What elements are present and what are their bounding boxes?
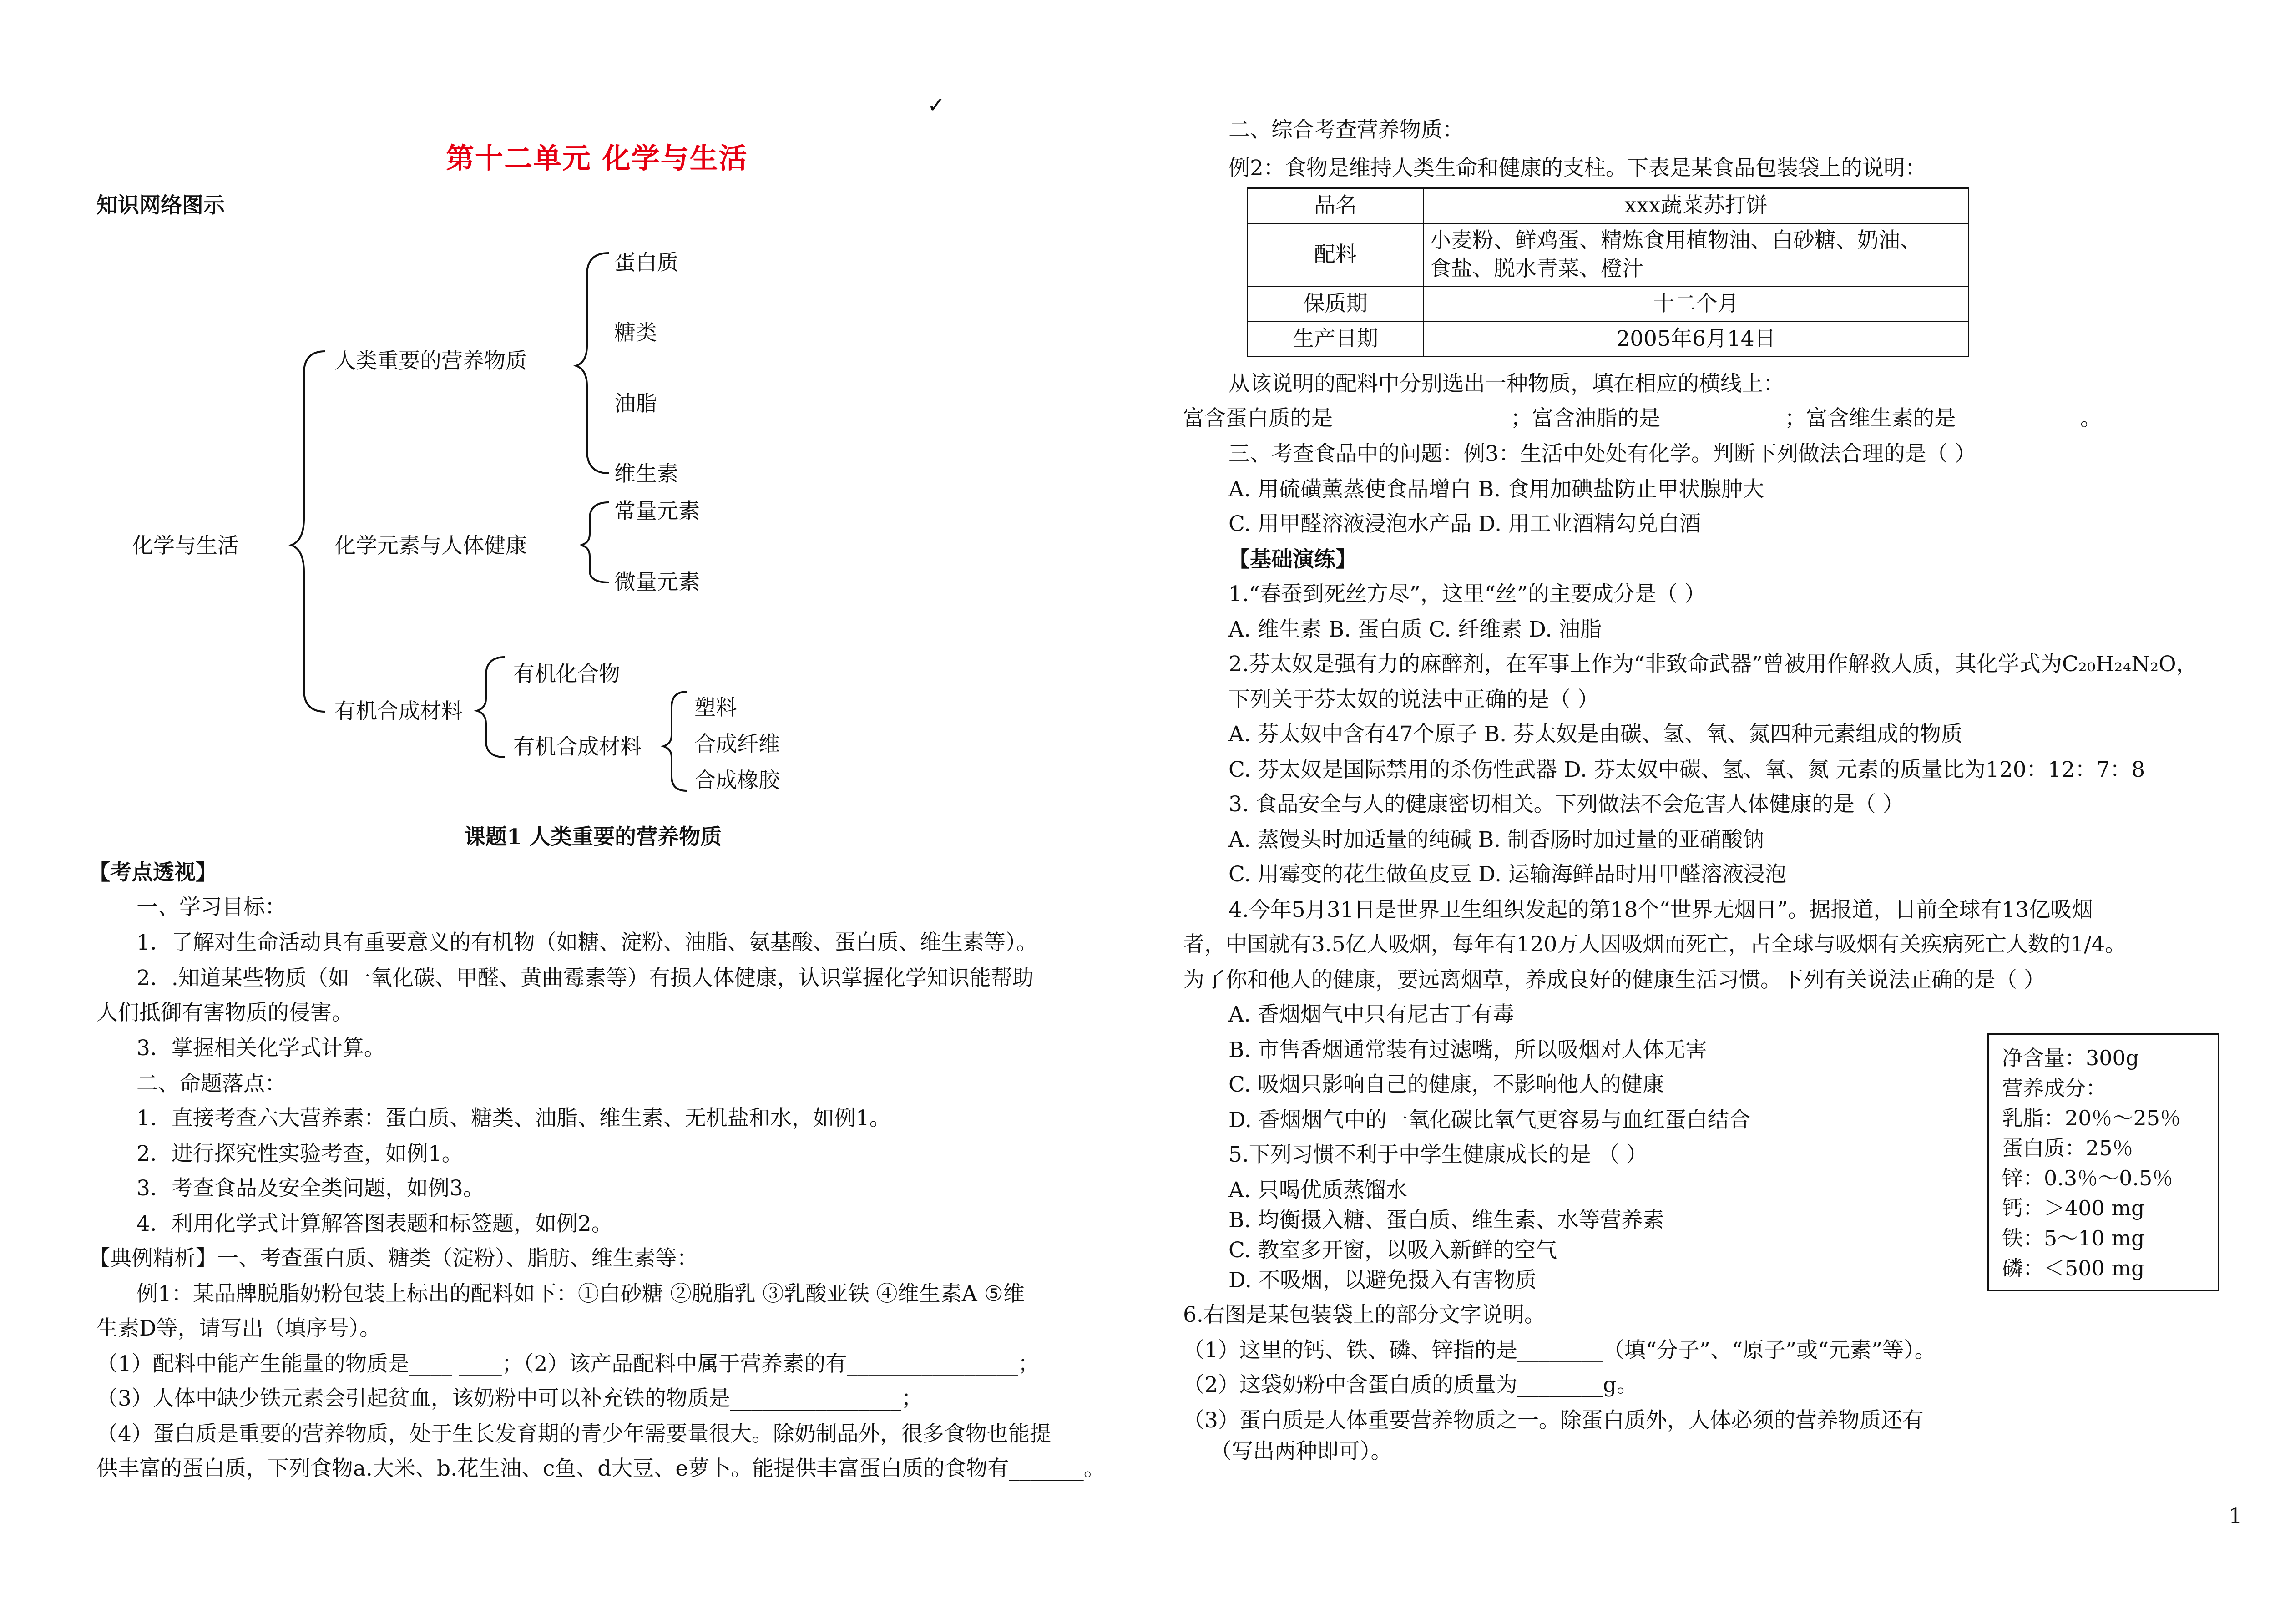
text-line: （4）蛋白质是重要的营养物质，处于生长发育期的青少年需要量很大。除奶制品外，很多食物也能提 bbox=[96, 1422, 1051, 1447]
text-line: 三、考查食品中的问题：例3：生活中处处有化学。判断下列做法合理的是（ ） bbox=[1228, 441, 1976, 466]
network-item-protein: 蛋白质 bbox=[614, 250, 678, 275]
text-line: 下列关于芬太奴的说法中正确的是（ ） bbox=[1228, 687, 1599, 712]
network-item-synthetic: 有机合成材料 bbox=[513, 734, 642, 759]
text-line: 1．直接考查六大营养素：蛋白质、糖类、油脂、维生素、无机盐和水，如例1。 bbox=[136, 1106, 891, 1131]
checkmark: ✓ bbox=[927, 93, 945, 118]
nutrition-line: 净含量：300g bbox=[2002, 1046, 2139, 1070]
nutrition-line: 乳脂：20％～25％ bbox=[2002, 1106, 2181, 1130]
text-line: 1．了解对生命活动具有重要意义的有机物（如糖、淀粉、油脂、氨基酸、蛋白质、维生素等）。 bbox=[136, 930, 1038, 955]
network-item-organic: 有机化合物 bbox=[513, 662, 620, 687]
nutrition-line: 磷：＜500 mg bbox=[2002, 1256, 2145, 1280]
nutrition-line: 锌：0.3％～0.5％ bbox=[2002, 1166, 2174, 1190]
text-line: 二、命题落点： bbox=[136, 1071, 286, 1096]
table-row bbox=[1248, 188, 1969, 223]
text-line: 3．考查食品及安全类问题，如例3。 bbox=[136, 1176, 485, 1201]
nutrition-line: 蛋白质：25％ bbox=[2002, 1136, 2133, 1160]
table-cell-key: 保质期 bbox=[1248, 287, 1424, 322]
text-line: 3．掌握相关化学式计算。 bbox=[136, 1036, 385, 1061]
text-line: 为了你和他人的健康，要远离烟草，养成良好的健康生活习惯。下列有关说法正确的是（ ） bbox=[1183, 967, 2045, 992]
page-number: 1 bbox=[2229, 1503, 2242, 1528]
text-line: 4．利用化学式计算解答图表题和标签题，如例2。 bbox=[136, 1211, 613, 1236]
network-item-vitamin: 维生素 bbox=[614, 461, 678, 486]
text-line: A. 芬太奴中含有47个原子 B. 芬太奴是由碳、氢、氧、氮四种元素组成的物质 bbox=[1228, 722, 1962, 747]
text-line: 2.芬太奴是强有力的麻醉剂，在军事上作为“非致命武器”曾被用作解救人质，其化学式为C₂₀H₂₄N₂O， bbox=[1228, 652, 2198, 677]
text-line: （写出两种即可）。 bbox=[1210, 1439, 1392, 1464]
text-line: A. 用硫磺薰蒸使食品增白 B. 食用加碘盐防止甲状腺肿大 bbox=[1228, 477, 1764, 502]
table-cell-value bbox=[1424, 223, 1969, 287]
text-line: A. 只喝优质蒸馏水 bbox=[1228, 1178, 1407, 1203]
network-item-sugar: 糖类 bbox=[614, 320, 657, 345]
text-line: C. 吸烟只影响自己的健康，不影响他人的健康 bbox=[1228, 1072, 1664, 1097]
text-line: C. 教室多开窗，以吸入新鲜的空气 bbox=[1228, 1238, 1557, 1263]
text-line: 【基础演练】 bbox=[1228, 547, 1357, 572]
text-line: 5.下列习惯不利于中学生健康成长的是 （ ） bbox=[1228, 1142, 1648, 1167]
text-line: 一、学习目标： bbox=[136, 895, 286, 920]
nutrition-line: 钙：＞400 mg bbox=[2002, 1196, 2145, 1220]
text-line: 二、综合考查营养物质： bbox=[1228, 117, 1464, 142]
network-branch-materials: 有机合成材料 bbox=[334, 699, 463, 724]
text-line: B. 均衡摄入糖、蛋白质、维生素、水等营养素 bbox=[1228, 1208, 1664, 1233]
text-line: 生素D等，请写出（填序号）。 bbox=[96, 1316, 381, 1341]
text-line: C. 芬太奴是国际禁用的杀伤性武器 D. 芬太奴中碳、氢、氧、氮 元素的质量比为120：12：7：8 bbox=[1228, 757, 2145, 782]
text-line: A. 香烟烟气中只有尼古丁有毒 bbox=[1228, 1002, 1514, 1027]
text-line: D. 香烟烟气中的一氧化碳比氧气更容易与血红蛋白结合 bbox=[1228, 1108, 1750, 1133]
text-line: 2．.知道某些物质（如一氧化碳、甲醛、黄曲霉素等）有损人体健康，认识掌握化学知识能帮助 bbox=[136, 966, 1034, 991]
network-branch-elements: 化学元素与人体健康 bbox=[334, 533, 527, 558]
text-line: 6.右图是某包装袋上的部分文字说明。 bbox=[1183, 1302, 1546, 1327]
table-cell-value: xxx蔬菜苏打饼 bbox=[1424, 188, 1969, 223]
network-sub-rubber: 合成橡胶 bbox=[694, 768, 780, 793]
text-line: 从该说明的配料中分别选出一种物质，填在相应的横线上： bbox=[1228, 371, 1785, 396]
text-line: A. 蒸馒头时加适量的纯碱 B. 制香肠时加过量的亚硝酸钠 bbox=[1228, 827, 1764, 852]
text-line: 4.今年5月31日是世界卫生组织发起的第18个“世界无烟日”。据报道，目前全球有13亿吸烟 bbox=[1228, 897, 2093, 922]
table-cell-line: 小麦粉、鲜鸡蛋、精炼食用植物油、白砂糖、奶油、 bbox=[1430, 228, 1921, 253]
text-line: D. 不吸烟，以避免摄入有害物质 bbox=[1228, 1268, 1537, 1293]
network-item-micro: 微量元素 bbox=[614, 570, 700, 595]
table-cell-value: 2005年6月14日 bbox=[1424, 322, 1969, 357]
nutrition-line: 营养成分： bbox=[2002, 1076, 2107, 1100]
network-item-macro: 常量元素 bbox=[614, 499, 700, 524]
lesson-title: 课题1 人类重要的营养物质 bbox=[464, 825, 722, 850]
text-line: C. 用甲醛溶液浸泡水产品 D. 用工业酒精勾兑白酒 bbox=[1228, 511, 1701, 536]
network-branch-nutrients: 人类重要的营养物质 bbox=[334, 349, 527, 374]
text-line: （1）配料中能产生能量的物质是____ ____；（2）该产品配料中属于营养素的有________________； bbox=[96, 1351, 1040, 1376]
text-line: （1）这里的钙、铁、磷、锌指的是________（填“分子”、“原子”或“元素”等）。 bbox=[1183, 1338, 1936, 1363]
text-line: C. 用霉变的花生做鱼皮豆 D. 运输海鲜品时用甲醛溶液浸泡 bbox=[1228, 862, 1786, 887]
text-line: 【考点透视】 bbox=[89, 860, 217, 885]
network-root: 化学与生活 bbox=[132, 533, 239, 558]
text-line: 例1：某品牌脱脂奶粉包装上标出的配料如下：①白砂糖 ②脱脂乳 ③乳酸亚铁 ④维生素A ⑤维 bbox=[136, 1281, 1025, 1306]
text-line: 2．进行探究性实验考查，如例1。 bbox=[136, 1141, 463, 1166]
text-line: 供丰富的蛋白质，下列食物a.大米、b.花生油、c鱼、d大豆、e萝卜。能提供丰富蛋白质的食物有_______。 bbox=[96, 1456, 1105, 1481]
text-line: 1.“春蚕到死丝方尽”，这里“丝”的主要成分是（ ） bbox=[1228, 582, 1706, 607]
nutrition-info-box bbox=[1987, 1033, 2219, 1291]
text-line: 3. 食品安全与人的健康密切相关。下列做法不会危害人体健康的是（ ） bbox=[1228, 792, 1904, 817]
text-line: 【典例精析】一、考查蛋白质、糖类（淀粉）、脂肪、维生素等： bbox=[89, 1246, 698, 1271]
table-cell-key: 品名 bbox=[1248, 188, 1424, 223]
text-line: 人们抵御有害物质的侵害。 bbox=[96, 1000, 353, 1025]
text-line: 例2：食物是维持人类生命和健康的支柱。下表是某食品包装袋上的说明： bbox=[1228, 156, 1926, 181]
text-line: B. 市售香烟通常装有过滤嘴，所以吸烟对人体无害 bbox=[1228, 1037, 1707, 1062]
network-item-fat: 油脂 bbox=[614, 391, 657, 416]
text-line: （2）这袋奶粉中含蛋白质的质量为________g。 bbox=[1183, 1372, 1638, 1397]
table-cell-key: 生产日期 bbox=[1248, 322, 1424, 357]
text-line: 者，中国就有3.5亿人吸烟，每年有120万人因吸烟而死亡，占全球与吸烟有关疾病死亡人数的1/4。 bbox=[1183, 932, 2127, 957]
text-line: 富含蛋白质的是 ________________；富含油脂的是 ___________；富含维生素的是 ___________。 bbox=[1183, 406, 2102, 431]
text-line: （3）蛋白质是人体重要营养物质之一。除蛋白质外，人体必须的营养物质还有________________ bbox=[1183, 1408, 2095, 1433]
network-sub-plastic: 塑料 bbox=[694, 695, 737, 720]
table-cell-line: 食盐、脱水青菜、橙汁 bbox=[1430, 256, 1643, 281]
nutrition-line: 铁：5～10 mg bbox=[2002, 1226, 2145, 1250]
food-label-table bbox=[1247, 187, 1969, 357]
page-title: 第十二单元 化学与生活 bbox=[446, 142, 748, 175]
table-cell-key: 配料 bbox=[1248, 223, 1424, 287]
network-heading: 知识网络图示 bbox=[96, 193, 225, 218]
table-row bbox=[1248, 287, 1969, 322]
text-line: （3）人体中缺少铁元素会引起贫血，该奶粉中可以补充铁的物质是________________； bbox=[96, 1386, 923, 1411]
table-row bbox=[1248, 322, 1969, 357]
network-sub-fiber: 合成纤维 bbox=[694, 732, 780, 757]
table-row bbox=[1248, 223, 1969, 287]
text-line: A. 维生素 B. 蛋白质 C. 纤维素 D. 油脂 bbox=[1228, 617, 1602, 642]
table-cell-value: 十二个月 bbox=[1424, 287, 1969, 322]
